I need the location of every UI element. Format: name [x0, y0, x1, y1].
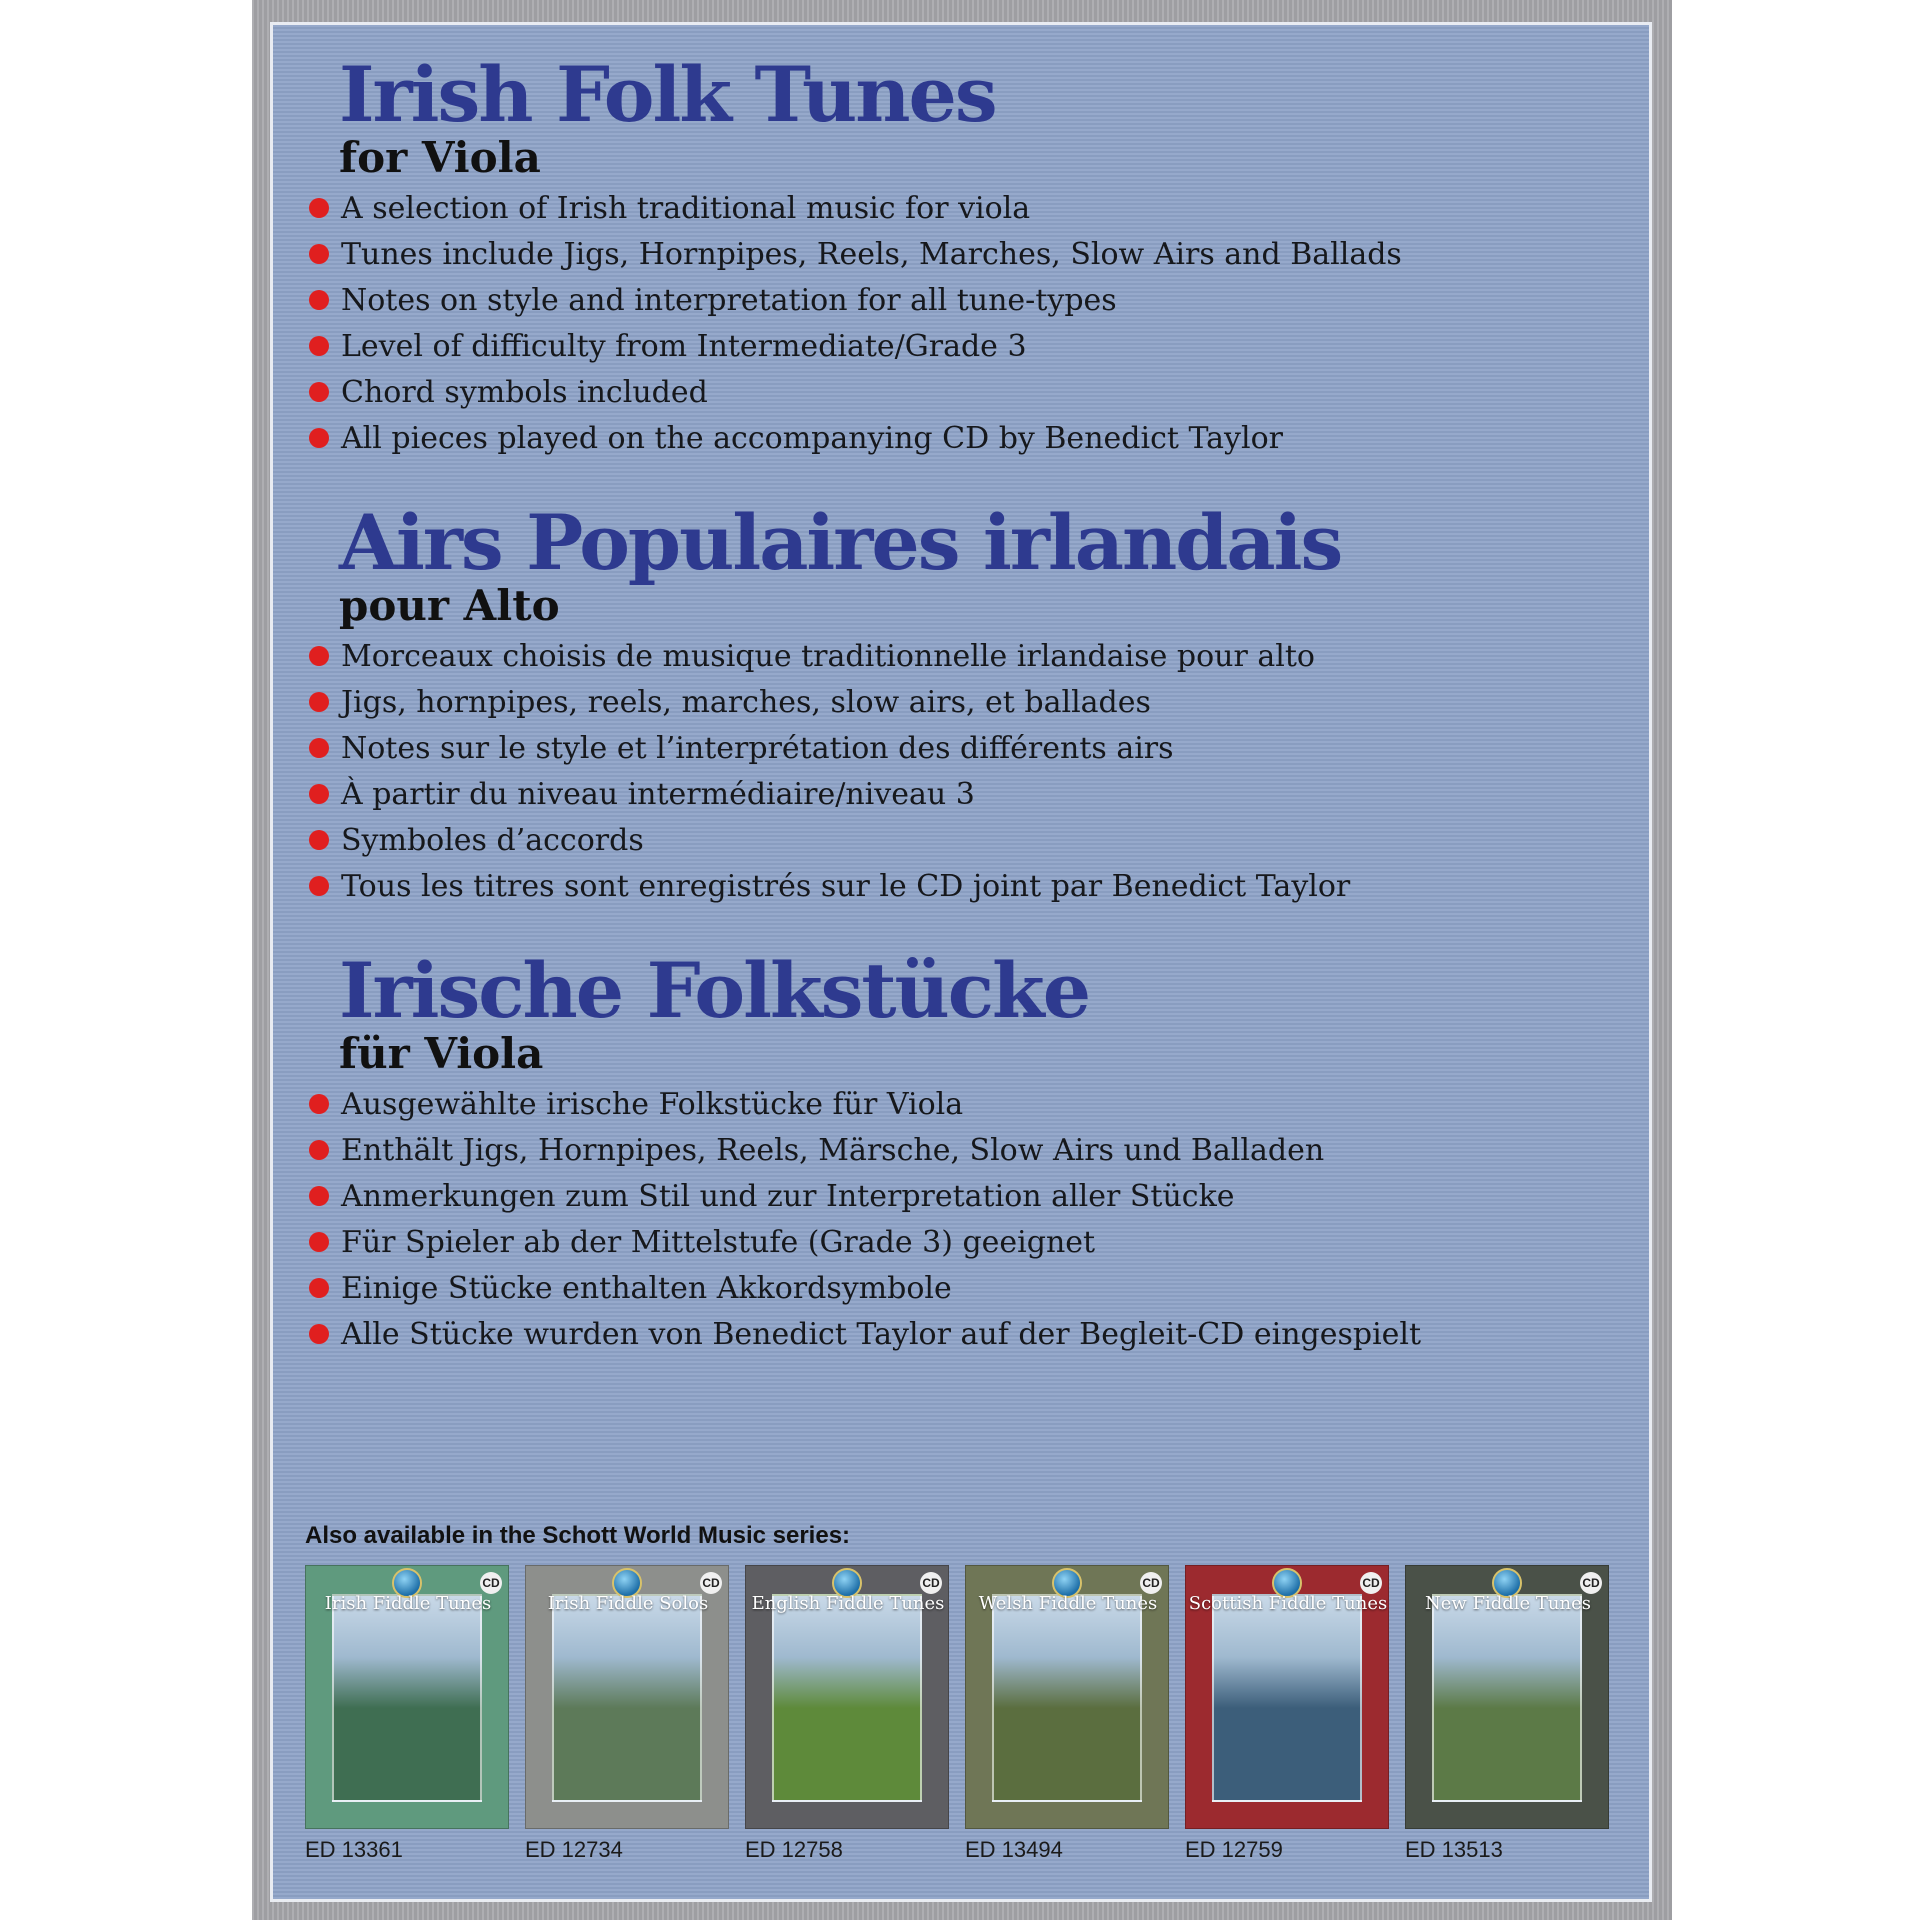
also-available-heading: Also available in the Schott World Music series: [305, 1522, 851, 1549]
section-subtitle: pour Alto [339, 581, 560, 630]
feature-item: Tunes include Jigs, Hornpipes, Reels, Marches, Slow Airs and Ballads [309, 231, 1629, 277]
section-subtitle: für Viola [339, 1029, 544, 1078]
bullet-icon [309, 1186, 329, 1206]
book-title: Scottish Fiddle Tunes [1188, 1593, 1388, 1614]
section-german [339, 946, 1629, 1357]
bullet-icon [309, 1278, 329, 1298]
bullet-icon [309, 382, 329, 402]
cd-icon: CD [1140, 1572, 1162, 1594]
bullet-icon [309, 876, 329, 896]
book-title: Irish Fiddle Solos [547, 1593, 709, 1614]
feature-item: Chord symbols included [309, 369, 1629, 415]
bullet-icon [309, 336, 329, 356]
book-code: ED 13494 [965, 1837, 1063, 1862]
bullet-icon [309, 1140, 329, 1160]
back-cover-panel [270, 22, 1652, 1902]
feature-item: Tous les titres sont enregistrés sur le CD joint par Benedict Taylor [309, 863, 1629, 909]
cover-art [552, 1594, 702, 1802]
feature-item: Symboles d’accords [309, 817, 1629, 863]
book-cover[interactable] [745, 1565, 949, 1829]
feature-item: Ausgewählte irische Folkstücke für Viola [309, 1081, 1629, 1127]
cover-art [332, 1594, 482, 1802]
book-title: English Fiddle Tunes [751, 1593, 945, 1614]
book-code: ED 12758 [745, 1837, 843, 1862]
bullet-icon [309, 198, 329, 218]
feature-list [309, 185, 1629, 461]
cover-art [1432, 1594, 1582, 1802]
section-title: Irische Folkstücke [339, 946, 1090, 1035]
section-title: Airs Populaires irlandais [339, 498, 1342, 587]
feature-item: Notes sur le style et l’interprétation des différents airs [309, 725, 1629, 771]
book-title: New Fiddle Tunes [1424, 1593, 1592, 1614]
feature-list [309, 1081, 1629, 1357]
bullet-icon [309, 290, 329, 310]
bullet-icon [309, 1324, 329, 1344]
cd-icon: CD [480, 1572, 502, 1594]
section-french [339, 498, 1629, 909]
cd-icon: CD [700, 1572, 722, 1594]
cd-icon: CD [1580, 1572, 1602, 1594]
bullet-icon [309, 646, 329, 666]
book-title: Welsh Fiddle Tunes [978, 1593, 1158, 1614]
book-code: ED 13513 [1405, 1837, 1503, 1862]
feature-item: Für Spieler ab der Mittelstufe (Grade 3) geeignet [309, 1219, 1629, 1265]
section-subtitle: for Viola [339, 133, 541, 182]
cd-icon: CD [1360, 1572, 1382, 1594]
feature-item: Jigs, hornpipes, reels, marches, slow airs, et ballades [309, 679, 1629, 725]
book-code: ED 12759 [1185, 1837, 1283, 1862]
feature-item: À partir du niveau intermédiaire/niveau 3 [309, 771, 1629, 817]
feature-item: Level of difficulty from Intermediate/Grade 3 [309, 323, 1629, 369]
feature-item: Notes on style and interpretation for all tune-types [309, 277, 1629, 323]
bullet-icon [309, 1232, 329, 1252]
book-title: Irish Fiddle Tunes [324, 1593, 492, 1614]
book-cover[interactable] [965, 1565, 1169, 1829]
feature-item: Alle Stücke wurden von Benedict Taylor auf der Begleit-CD eingespielt [309, 1311, 1629, 1357]
cd-icon: CD [920, 1572, 942, 1594]
bullet-icon [309, 428, 329, 448]
bullet-icon [309, 692, 329, 712]
book-cover[interactable] [1185, 1565, 1389, 1829]
bullet-icon [309, 244, 329, 264]
book-cover[interactable] [525, 1565, 729, 1829]
bullet-icon [309, 1094, 329, 1114]
feature-item: Morceaux choisis de musique traditionnelle irlandaise pour alto [309, 633, 1629, 679]
feature-item: All pieces played on the accompanying CD by Benedict Taylor [309, 415, 1629, 461]
feature-list [309, 633, 1629, 909]
section-english [339, 50, 1629, 461]
feature-item: Anmerkungen zum Stil und zur Interpretation aller Stücke [309, 1173, 1629, 1219]
section-title: Irish Folk Tunes [339, 50, 996, 139]
feature-item: Einige Stücke enthalten Akkordsymbole [309, 1265, 1629, 1311]
bullet-icon [309, 738, 329, 758]
feature-item: Enthält Jigs, Hornpipes, Reels, Märsche, Slow Airs und Balladen [309, 1127, 1629, 1173]
cover-art [992, 1594, 1142, 1802]
book-cover[interactable] [305, 1565, 509, 1829]
cover-art [772, 1594, 922, 1802]
book-code: ED 12734 [525, 1837, 623, 1862]
bullet-icon [309, 784, 329, 804]
book-code: ED 13361 [305, 1837, 403, 1862]
book-series-row [305, 1565, 1605, 1862]
book-cover[interactable] [1405, 1565, 1609, 1829]
bullet-icon [309, 830, 329, 850]
feature-item: A selection of Irish traditional music for viola [309, 185, 1629, 231]
cover-art [1212, 1594, 1362, 1802]
